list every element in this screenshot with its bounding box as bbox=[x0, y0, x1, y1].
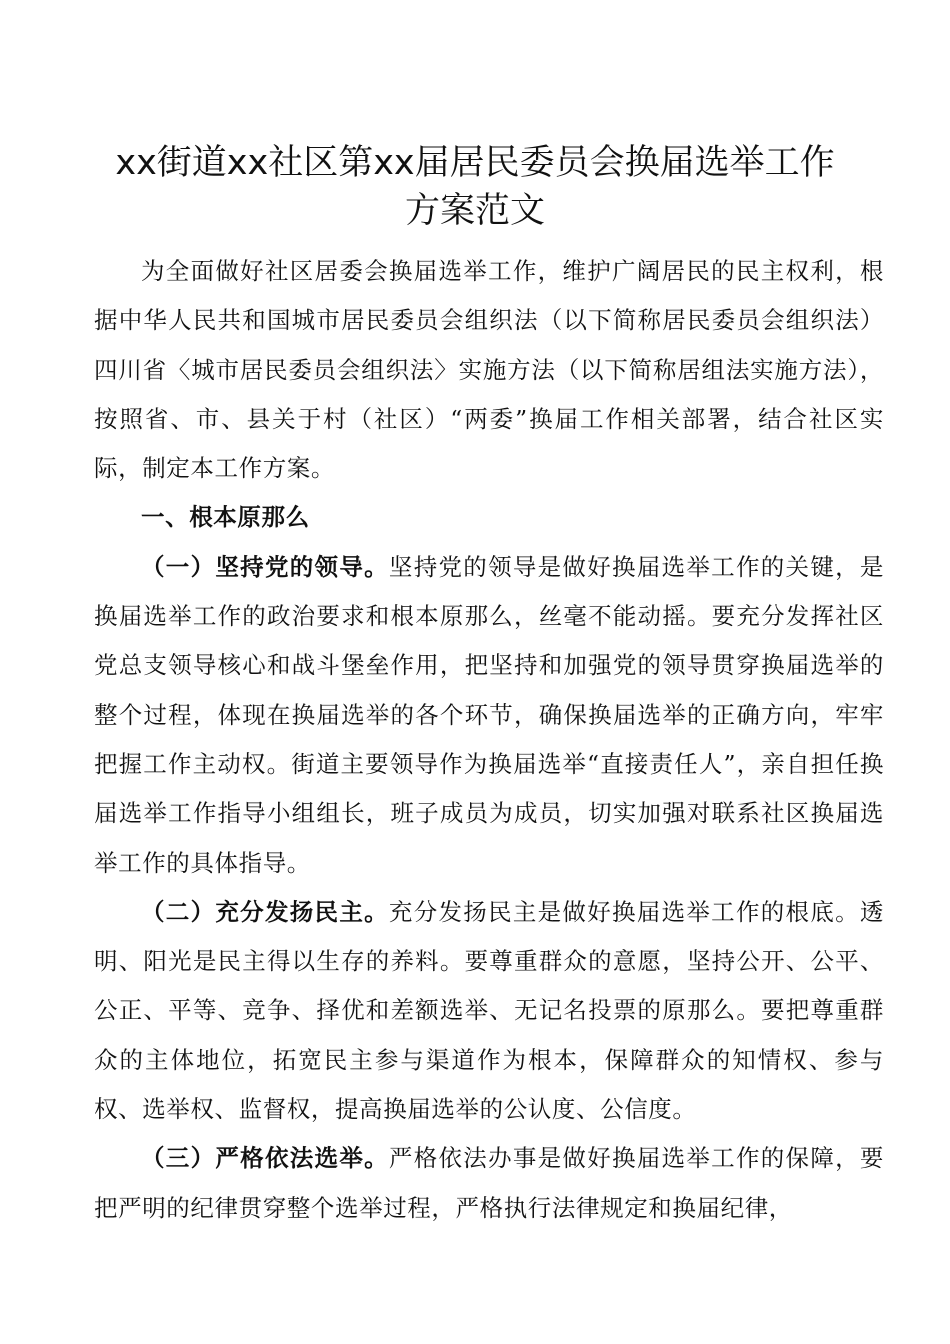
document-title-line-2: 方案范文 bbox=[404, 191, 545, 231]
principle-paragraph-1 bbox=[94, 543, 884, 888]
principle-text-2: 充分发扬民主是做好换届选举工作的根底。透明、阳光是民主得以生存的养料。要尊重群众的意愿，坚持公开、公平、公正、平等、竞争、择优和差额选举、无记名投票的原那么。要把尊重群众的主体地位，拓宽民主参与渠道作为根本，保障群众的知情权、参与权、选举权、监督权，提高换届选举的公认度、公信度。 bbox=[94, 897, 885, 1124]
section-heading-basic-principles: 一、根本原那么 bbox=[141, 503, 310, 532]
principle-lead-3: （三）严格依法选举。 bbox=[141, 1144, 389, 1173]
principle-lead-2: （二）充分发扬民主。 bbox=[141, 897, 389, 926]
principle-text-1: 坚持党的领导是做好换届选举工作的关键，是换届选举工作的政治要求和根本原那么，丝毫不能动摇。要充分发挥社区党总支领导核心和战斗堡垒作用，把坚持和加强党的领导贯穿换届选举的整个过程，体现在换届选举的各个环节，确保换届选举的正确方向，牢牢把握工作主动权。街道主要领导作为换届选举“直接责任人”，亲自担任换届选举工作指导小组组长，班子成员为成员，切实加强对联系社区换届选举工作的具体指导。 bbox=[94, 552, 885, 877]
document-body bbox=[94, 247, 884, 1233]
intro-paragraph: 为全面做好社区居委会换届选举工作，维护广阔居民的民主权利，根据中华人民共和国城市居民委员会组织法（以下简称居民委员会组织法）四川省〈城市居民委员会组织法〉实施方法（以下简称居组法实施方法），按照省、市、县关于村（社区）“两委”换届工作相关部署，结合社区实际，制定本工作方案。 bbox=[94, 257, 884, 483]
principle-paragraph-3 bbox=[94, 1134, 884, 1233]
principle-text-3: 严格依法办事是做好换届选举工作的保障，要把严明的纪律贯穿整个选举过程，严格执行法律规定和换届纪律， bbox=[94, 1144, 885, 1222]
principle-paragraph-2 bbox=[94, 888, 884, 1134]
principle-lead-1: （一）坚持党的领导。 bbox=[141, 552, 389, 581]
document-title-line-1: xx街道xx社区第xx届居民委员会换届选举工作 bbox=[115, 143, 835, 183]
